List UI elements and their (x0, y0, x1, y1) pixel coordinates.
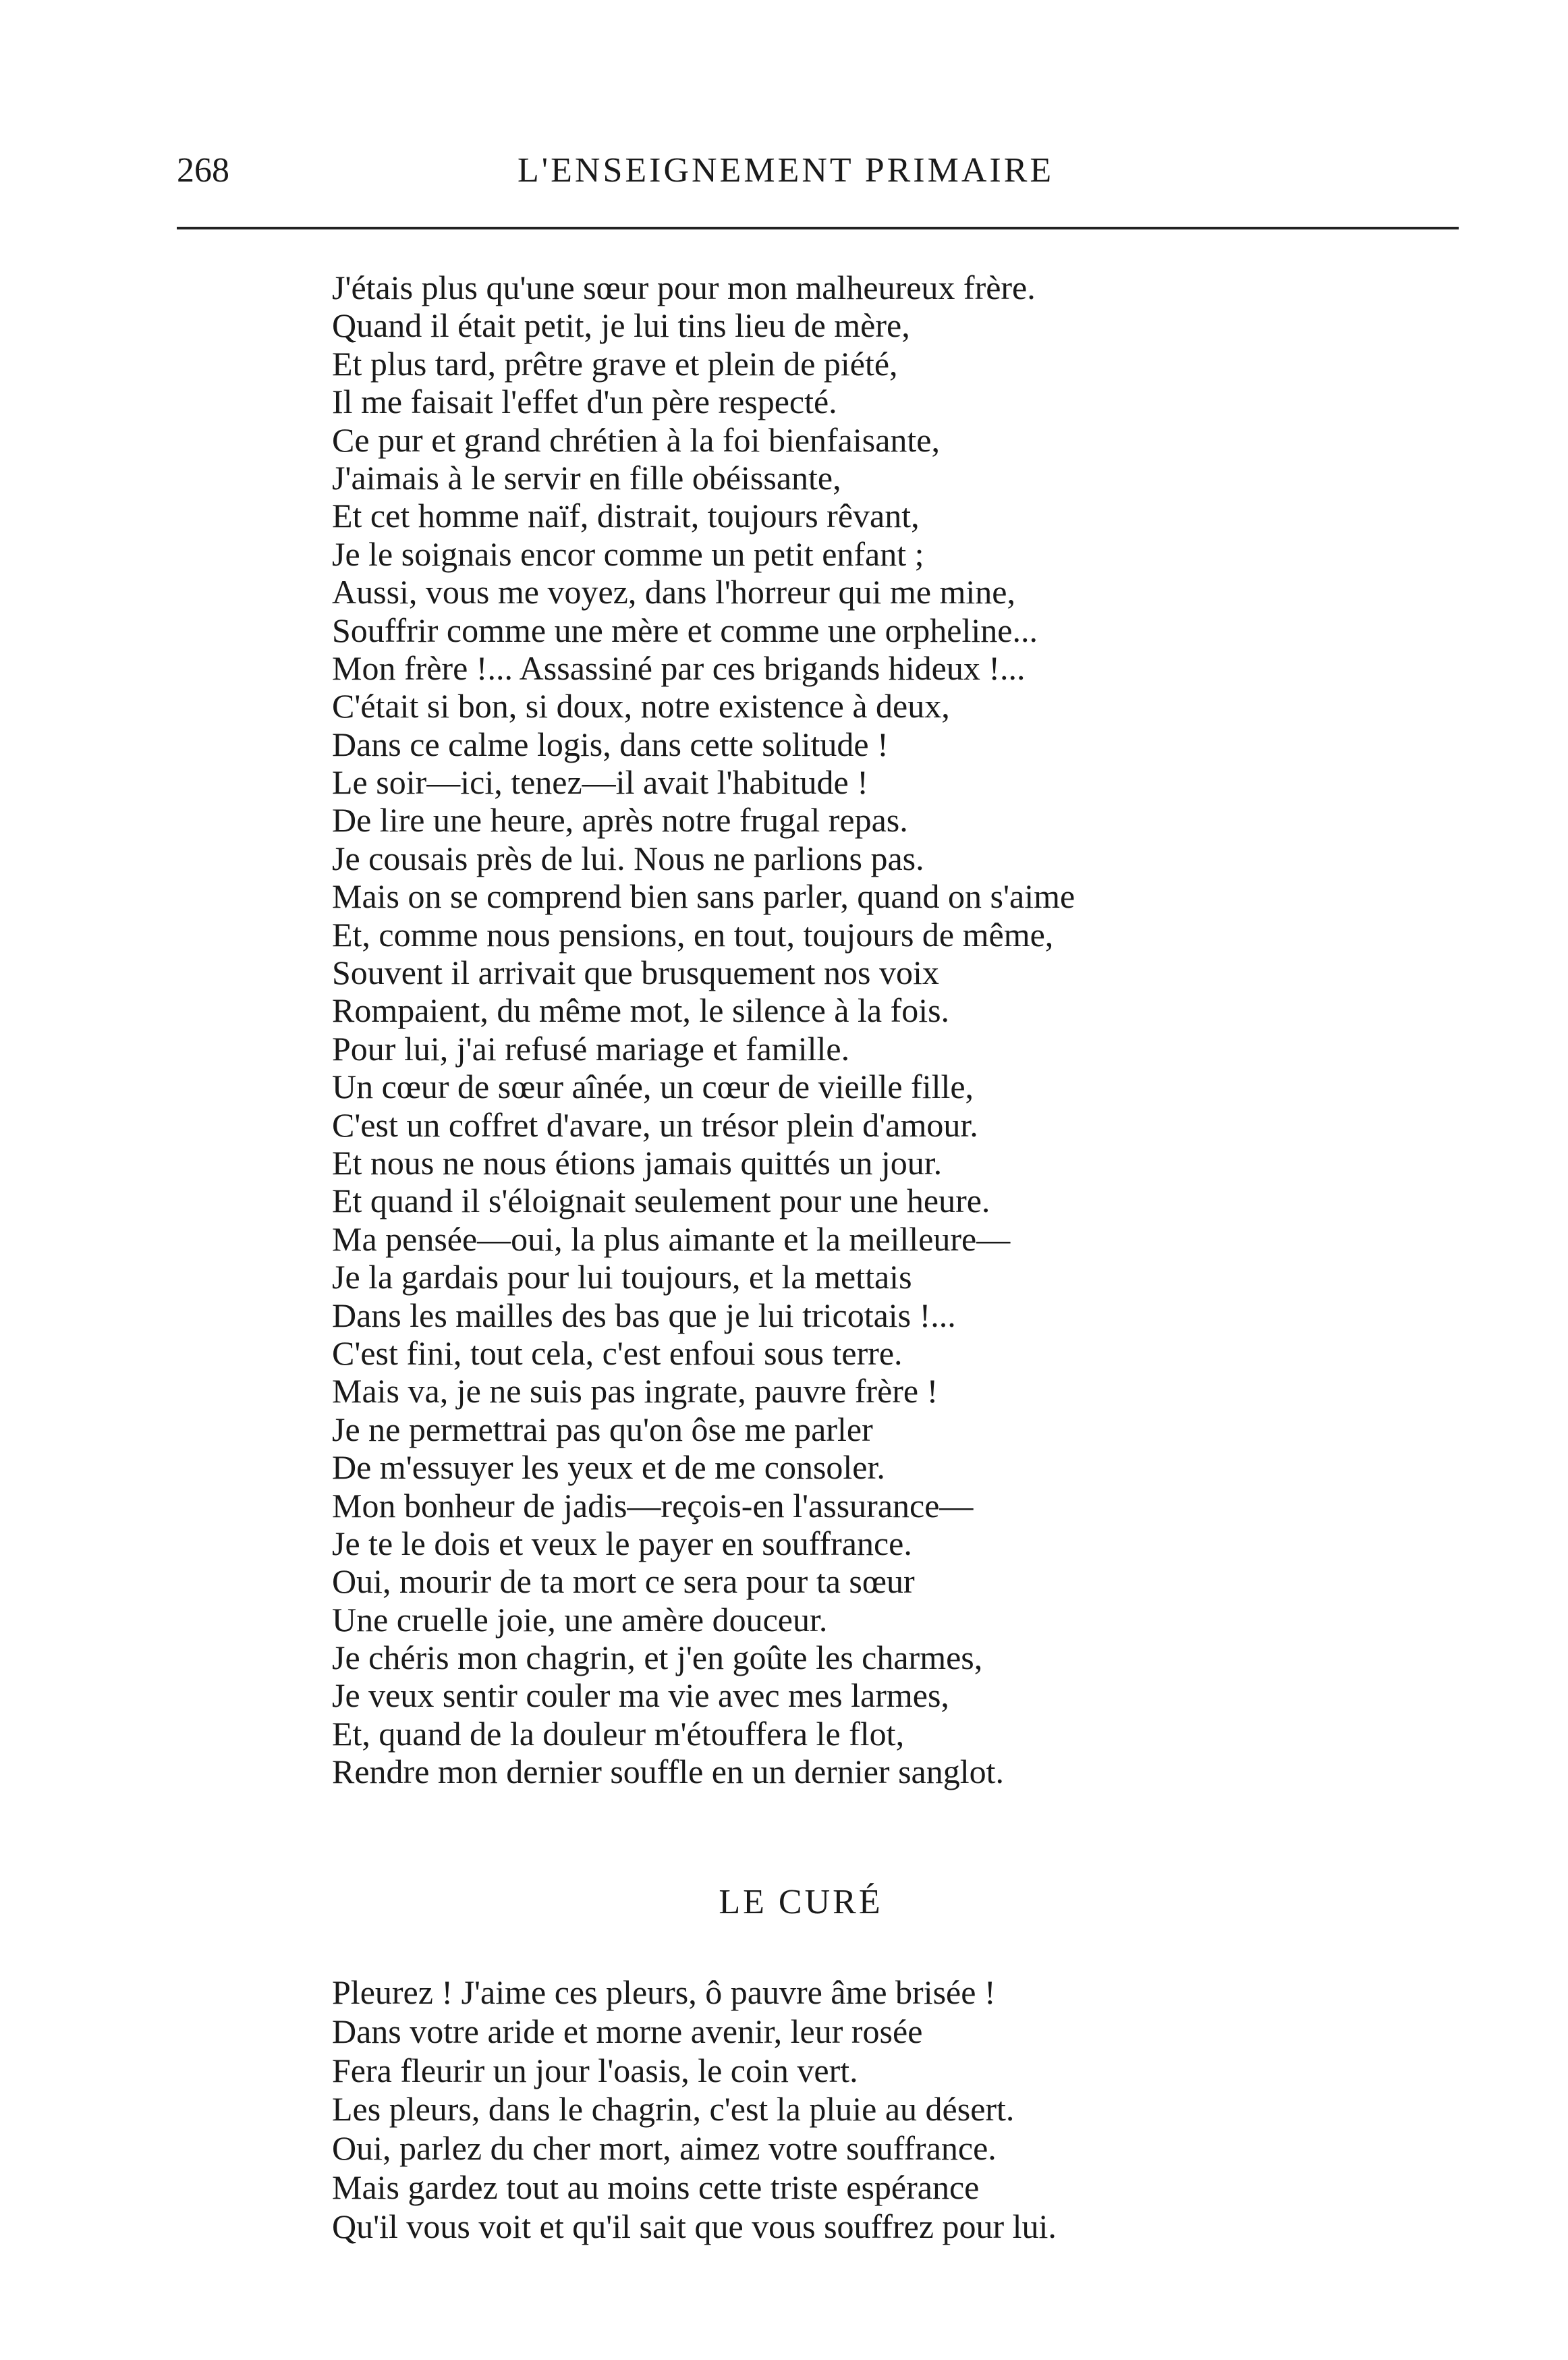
verse-line: Pleurez ! J'aime ces pleurs, ô pauvre âme brisée ! (332, 1973, 996, 2011)
header-rule (177, 227, 1459, 229)
verse-line: Oui, mourir de ta mort ce sera pour ta sœur (332, 1562, 915, 1601)
verse-line: Une cruelle joie, une amère douceur. (332, 1600, 828, 1639)
verse-line: Et, quand de la douleur m'étouffera le flot, (332, 1714, 905, 1753)
poem-stanza (332, 269, 1075, 1791)
verse-line: Rompaient, du même mot, le silence à la fois. (332, 991, 950, 1030)
verse-line: J'aimais à le servir en fille obéissante, (332, 458, 841, 497)
verse-line: Mais gardez tout au moins cette triste espérance (332, 2168, 980, 2206)
verse-line: Mon bonheur de jadis—reçois-en l'assurance— (332, 1486, 974, 1525)
verse-line: C'est fini, tout cela, c'est enfoui sous terre. (332, 1334, 903, 1372)
verse-line: Dans ce calme logis, dans cette solitude ! (332, 725, 889, 763)
verse-line: Les pleurs, dans le chagrin, c'est la pluie au désert. (332, 2090, 1015, 2129)
verse-line: Qu'il vous voit et qu'il sait que vous souffrez pour lui. (332, 2207, 1057, 2245)
page-number: 268 (177, 151, 229, 190)
verse-line: Je le soignais encor comme un petit enfant ; (332, 534, 924, 573)
verse-line: De lire une heure, après notre frugal repas. (332, 801, 908, 840)
verse-line: Le soir—ici, tenez—il avait l'habitude ! (332, 763, 868, 802)
verse-line: Et nous ne nous étions jamais quittés un jour. (332, 1143, 943, 1182)
verse-line: Un cœur de sœur aînée, un cœur de vieille fille, (332, 1068, 974, 1106)
verse-line: Mais va, je ne suis pas ingrate, pauvre frère ! (332, 1372, 939, 1410)
verse-line: Je ne permettrai pas qu'on ôse me parler (332, 1410, 873, 1448)
verse-line: Je chéris mon chagrin, et j'en goûte les charmes, (332, 1639, 983, 1677)
verse-line: De m'essuyer les yeux et de me consoler. (332, 1448, 885, 1487)
verse-line: Mon frère !... Assassiné par ces brigands hideux !... (332, 649, 1026, 687)
verse-line: Aussi, vous me voyez, dans l'horreur qui me mine, (332, 573, 1015, 611)
verse-line: Je veux sentir couler ma vie avec mes larmes, (332, 1676, 949, 1715)
verse-line: Oui, parlez du cher mort, aimez votre souffrance. (332, 2129, 997, 2168)
verse-line: Ce pur et grand chrétien à la foi bienfaisante, (332, 420, 941, 459)
verse-line: C'était si bon, si doux, notre existence à deux, (332, 687, 950, 725)
running-title: L'ENSEIGNEMENT PRIMAIRE (517, 151, 1055, 190)
verse-line: Je cousais près de lui. Nous ne parlions pas. (332, 839, 924, 877)
section-stanza (332, 1973, 1057, 2247)
verse-line: Et quand il s'éloignait seulement pour une heure. (332, 1182, 990, 1220)
verse-line: Dans les mailles des bas que je lui tricotais !... (332, 1296, 956, 1334)
verse-line: Ma pensée—oui, la plus aimante et la meilleure— (332, 1219, 1011, 1258)
verse-line: Et plus tard, prêtre grave et plein de piété, (332, 344, 898, 383)
verse-line: Souffrir comme une mère et comme une orpheline... (332, 611, 1038, 649)
verse-line: Souvent il arrivait que brusquement nos voix (332, 954, 939, 992)
verse-line: C'est un coffret d'avare, un trésor plein d'amour. (332, 1105, 978, 1144)
verse-line: Mais on se comprend bien sans parler, quand on s'aime (332, 877, 1075, 916)
verse-line: Dans votre aride et morne avenir, leur rosée (332, 2012, 923, 2050)
verse-line: Et cet homme naïf, distrait, toujours rêvant, (332, 497, 920, 535)
verse-line: J'étais plus qu'une sœur pour mon malheureux frère. (332, 269, 1036, 306)
verse-line: Je te le dois et veux le payer en souffrance. (332, 1524, 912, 1562)
verse-line: Fera fleurir un jour l'oasis, le coin vert. (332, 2051, 858, 2089)
section-title: LE CURÉ (719, 1883, 883, 1921)
verse-line: Et, comme nous pensions, en tout, toujours de même, (332, 915, 1054, 954)
verse-line: Pour lui, j'ai refusé mariage et famille. (332, 1029, 850, 1068)
verse-line: Quand il était petit, je lui tins lieu de mère, (332, 306, 910, 345)
verse-line: Il me faisait l'effet d'un père respecté. (332, 383, 837, 421)
verse-line: Je la gardais pour lui toujours, et la mettais (332, 1258, 912, 1296)
running-head (177, 147, 1459, 194)
verse-line: Rendre mon dernier souffle en un dernier sanglot. (332, 1753, 1004, 1791)
